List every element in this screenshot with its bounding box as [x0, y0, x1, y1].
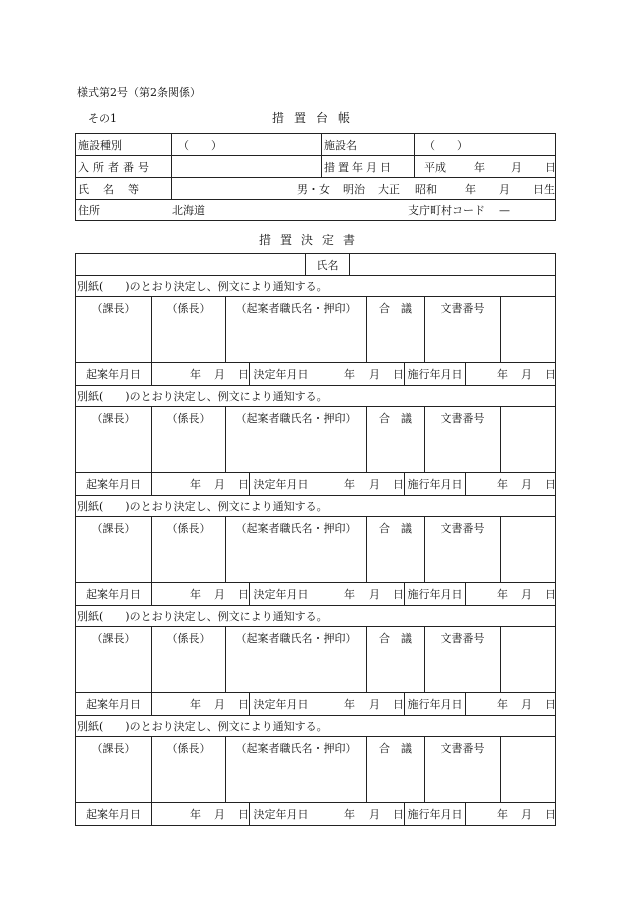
municipality-code-label: 支庁町村コード: [408, 204, 485, 217]
decide-day: 日: [393, 698, 404, 711]
draft-month: 月: [214, 698, 225, 711]
seal-kacho[interactable]: [76, 429, 151, 472]
birth-year: 年: [465, 182, 476, 196]
enforce-date-label: 施行年月日: [407, 478, 463, 491]
seal-council[interactable]: [367, 539, 424, 582]
seal-council[interactable]: [367, 759, 424, 802]
col-kacho: （課長）: [91, 411, 136, 425]
decide-day: 日: [393, 808, 404, 821]
doc-number-field[interactable]: [425, 429, 500, 472]
draft-month: 月: [214, 588, 225, 601]
draft-year: 年: [190, 588, 201, 601]
col-council: 合 議: [379, 631, 412, 645]
decide-day: 日: [393, 368, 404, 381]
enforce-date-label: 施行年月日: [407, 588, 463, 601]
enforce-month: 月: [521, 368, 532, 381]
col-doc-number: 文書番号: [440, 741, 485, 755]
decision-notice: 別紙( )のとおり決定し、例文により通知する。: [77, 280, 328, 293]
measure-date-day: 日: [545, 160, 556, 174]
draft-month: 月: [214, 478, 225, 491]
measure-date-year: 年: [474, 160, 485, 174]
enforce-day: 日: [545, 808, 556, 821]
col-kakaricho: （係長）: [166, 521, 211, 535]
enforce-day: 日: [545, 588, 556, 601]
extra-field[interactable]: [501, 319, 555, 362]
decide-year: 年: [344, 808, 355, 821]
enforce-day: 日: [545, 698, 556, 711]
col-kacho: （課長）: [91, 521, 136, 535]
col-kacho: （課長）: [91, 741, 136, 755]
extra-field[interactable]: [501, 539, 555, 582]
doc-number-field[interactable]: [425, 649, 500, 692]
decide-date-label: 決定年月日: [253, 698, 309, 711]
col-kacho: （課長）: [91, 631, 136, 645]
draft-year: 年: [190, 478, 201, 491]
decide-month: 月: [369, 698, 380, 711]
enforce-day: 日: [545, 478, 556, 491]
col-doc-number: 文書番号: [440, 521, 485, 535]
seal-kakaricho[interactable]: [152, 649, 225, 692]
seal-kacho[interactable]: [76, 759, 151, 802]
col-council: 合 議: [379, 301, 412, 315]
col-drafter: （起案者職氏名・押印）: [235, 411, 357, 425]
doc-number-field[interactable]: [425, 759, 500, 802]
seal-kacho[interactable]: [76, 649, 151, 692]
seal-kakaricho[interactable]: [152, 539, 225, 582]
facility-type-label: 施設種別: [78, 138, 122, 152]
draft-month: 月: [214, 368, 225, 381]
col-drafter: （起案者職氏名・押印）: [235, 301, 357, 315]
enforce-month: 月: [521, 588, 532, 601]
decide-month: 月: [369, 588, 380, 601]
page-title: 措置台帳: [272, 111, 361, 125]
decide-date-label: 決定年月日: [253, 368, 309, 381]
draft-day: 日: [238, 588, 249, 601]
enforce-year: 年: [497, 698, 508, 711]
extra-field[interactable]: [501, 759, 555, 802]
col-kakaricho: （係長）: [166, 301, 211, 315]
draft-year: 年: [190, 698, 201, 711]
seal-council[interactable]: [367, 319, 424, 362]
enforce-year: 年: [497, 368, 508, 381]
seal-kakaricho[interactable]: [152, 759, 225, 802]
decision-notice: 別紙( )のとおり決定し、例文により通知する。: [77, 390, 328, 403]
prefecture: 北海道: [172, 204, 205, 217]
enforce-year: 年: [497, 808, 508, 821]
resident-number-label: 入所者番号: [78, 160, 153, 174]
seal-kacho[interactable]: [76, 319, 151, 362]
doc-number-field[interactable]: [425, 539, 500, 582]
col-drafter: （起案者職氏名・押印）: [235, 521, 357, 535]
facility-name-value[interactable]: （ ）: [424, 138, 468, 152]
col-doc-number: 文書番号: [440, 631, 485, 645]
name-etc-label: 氏名等: [78, 182, 153, 196]
draft-date-label: 起案年月日: [86, 588, 141, 601]
decide-year: 年: [344, 698, 355, 711]
draft-day: 日: [238, 478, 249, 491]
seal-council[interactable]: [367, 429, 424, 472]
decision-notice: 別紙( )のとおり決定し、例文により通知する。: [77, 500, 328, 513]
enforce-date-label: 施行年月日: [407, 808, 463, 821]
decide-date-label: 決定年月日: [253, 478, 309, 491]
col-kakaricho: （係長）: [166, 411, 211, 425]
col-drafter: （起案者職氏名・押印）: [235, 741, 357, 755]
measure-date-era: 平成: [424, 160, 446, 174]
decide-month: 月: [369, 478, 380, 491]
decision-notice: 別紙( )のとおり決定し、例文により通知する。: [77, 610, 328, 623]
facility-name-label: 施設名: [324, 138, 357, 152]
draft-date-label: 起案年月日: [86, 478, 141, 491]
municipality-code-dash: —: [499, 203, 510, 217]
draft-year: 年: [190, 808, 201, 821]
seal-kacho[interactable]: [76, 539, 151, 582]
enforce-month: 月: [521, 478, 532, 491]
extra-field[interactable]: [501, 649, 555, 692]
col-doc-number: 文書番号: [440, 411, 485, 425]
draft-day: 日: [238, 808, 249, 821]
enforce-month: 月: [521, 698, 532, 711]
enforce-year: 年: [497, 588, 508, 601]
seal-kakaricho[interactable]: [152, 319, 225, 362]
enforce-date-label: 施行年月日: [407, 368, 463, 381]
measure-date-label: 措置年月日: [324, 160, 394, 174]
decide-year: 年: [344, 588, 355, 601]
seal-council[interactable]: [367, 649, 424, 692]
era-taisho[interactable]: 大正: [378, 182, 400, 196]
draft-year: 年: [190, 368, 201, 381]
col-council: 合 議: [379, 411, 412, 425]
draft-day: 日: [238, 698, 249, 711]
decide-month: 月: [369, 368, 380, 381]
col-kakaricho: （係長）: [166, 631, 211, 645]
draft-date-label: 起案年月日: [86, 698, 141, 711]
draft-month: 月: [214, 808, 225, 821]
decide-day: 日: [393, 588, 404, 601]
col-kakaricho: （係長）: [166, 741, 211, 755]
enforce-date-label: 施行年月日: [407, 698, 463, 711]
seal-kakaricho[interactable]: [152, 429, 225, 472]
enforce-month: 月: [521, 808, 532, 821]
decision-notice: 別紙( )のとおり決定し、例文により通知する。: [77, 720, 328, 733]
enforce-day: 日: [545, 368, 556, 381]
decide-day: 日: [393, 478, 404, 491]
decide-year: 年: [344, 478, 355, 491]
col-drafter: （起案者職氏名・押印）: [235, 631, 357, 645]
seal-drafter[interactable]: [226, 319, 366, 362]
sub-number: その1: [88, 112, 117, 125]
seal-drafter[interactable]: [226, 539, 366, 582]
name-field[interactable]: [350, 254, 555, 275]
col-doc-number: 文書番号: [440, 301, 485, 315]
extra-field[interactable]: [501, 429, 555, 472]
era-meiji[interactable]: 明治: [343, 182, 365, 196]
draft-date-label: 起案年月日: [86, 808, 141, 821]
era-showa[interactable]: 昭和: [415, 182, 437, 196]
seal-drafter[interactable]: [226, 429, 366, 472]
birth-day: 日生: [533, 182, 555, 196]
form-number: 様式第2号（第2条関係）: [77, 86, 201, 99]
address-label: 住所: [78, 204, 100, 217]
resident-number-field[interactable]: [172, 156, 320, 177]
seal-drafter[interactable]: [226, 759, 366, 802]
draft-day: 日: [238, 368, 249, 381]
decide-year: 年: [344, 368, 355, 381]
col-council: 合 議: [379, 741, 412, 755]
facility-type-value[interactable]: （ ）: [178, 138, 222, 152]
decide-month: 月: [369, 808, 380, 821]
col-kacho: （課長）: [91, 301, 136, 315]
measure-date-month: 月: [511, 160, 522, 174]
col-council: 合 議: [379, 521, 412, 535]
name-label: 氏名: [316, 258, 339, 272]
decision-title: 措置決定書: [259, 233, 365, 247]
sex-choice[interactable]: 男・女: [297, 182, 330, 196]
decide-date-label: 決定年月日: [253, 808, 309, 821]
enforce-year: 年: [497, 478, 508, 491]
doc-number-field[interactable]: [425, 319, 500, 362]
birth-month: 月: [499, 182, 510, 196]
draft-date-label: 起案年月日: [86, 368, 141, 381]
decide-date-label: 決定年月日: [253, 588, 309, 601]
seal-drafter[interactable]: [226, 649, 366, 692]
